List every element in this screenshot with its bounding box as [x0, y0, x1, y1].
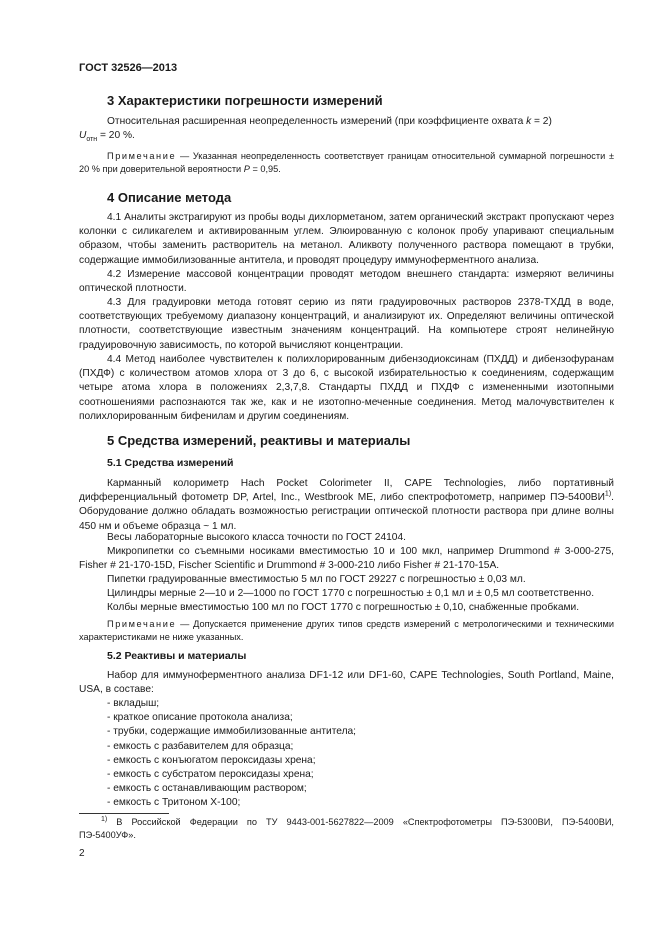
text: Карманный колориметр Hach Pocket Colorimeter II, CAPE Technologies, либо портативный дифференциальный фотометр DP, Artel, Inc., Westbrook ME, либо спектрофотометр, например ПЭ-5400ВИ: [79, 478, 614, 504]
page-number: 2: [79, 848, 85, 859]
note-text-end: = 0,95.: [249, 163, 281, 174]
paragraph-4-4: 4.4 Метод наиболее чувствителен к полихлорированным дибензодиоксинам (ПХДД) и дибензофуранам (ПХДФ) с количеством атомов хлора от 3 до 6, с высокой избирательностью к соединениям, содержащим четыре атома хлора в положениях 2,3,7,8. Стандарты ПХДД и ПХДФ с измененными изотопными соотношениями распознаются так же, как и не изотопно-меченные соединения. Метод малочувствителен к полихлорированным бифенилам и другим соединениям.: [79, 354, 614, 422]
text: . Оборудование должно обладать возможностью регистрации оптической плотности раствора при длине волны 450 нм и объеме образца ~ 1 мл.: [79, 492, 614, 532]
section-4-title: 4 Описание метода: [107, 190, 232, 205]
list-item: - емкость с разбавителем для образца;: [107, 740, 294, 752]
note-label: Примечание: [107, 619, 177, 629]
footnote-ref: 1): [604, 490, 612, 498]
section-3-paragraph: [79, 115, 614, 143]
list-item: - трубки, содержащие иммобилизованные антитела;: [107, 726, 357, 738]
note-text: — Указанная неопределенность соответствует границам относительной суммарной погрешности ± 20 % при доверительной вероятности: [79, 151, 614, 174]
subsection-5-2-title: 5.2 Реактивы и материалы: [107, 650, 247, 662]
footnote-mark: 1): [101, 815, 108, 823]
text: Относительная расширенная неопределенность измерений (при коэффициенте охвата: [107, 116, 527, 127]
paragraph-4-3: 4.3 Для градуировки метода готовят серию из пяти градуировочных растворов 2378-ТХДД в воде, соответствующих требуемому диапазону концентраций, и анализируют их. Определяют величины оптической плотности, соответствующие известным значениям концентраций. На компьютере строят нелинейную градуировочную зависимость, по которой вычисляют концентрации.: [79, 297, 614, 351]
section-3-title: 3 Характеристики погрешности измерений: [107, 93, 383, 108]
paragraph-scales: Весы лабораторные высокого класса точности по ГОСТ 24104.: [107, 532, 406, 543]
subsection-5-1-title: 5.1 Средства измерений: [107, 457, 234, 469]
list-item: - емкость с конъюгатом пероксидазы хрена;: [107, 754, 316, 766]
paragraph-4-1: 4.1 Аналиты экстрагируют из пробы воды дихлорметаном, затем органический экстракт пропускают через колонки с силикагелем и активированным углем. Элюированную с колонок пробу упаривают специальным образом, чтобы заменить растворитель на метанол. Аликвоту полученного раствора помещают в трубки, содержащие иммобилизованные антитела, и проводят процедуру иммуноферментного анализа.: [79, 212, 614, 266]
section-5-note: [79, 618, 614, 644]
list-item: - вкладыш;: [107, 698, 160, 709]
footnote-text: В Российской Федерации по ТУ 9443-001-5627822—2009 «Спектрофотометры ПЭ-5300ВИ, ПЭ-5400ВИ, ПЭ-5400УФ».: [79, 817, 614, 840]
paragraph-micropipettes: Микропипетки со съемными носиками вместимостью 10 и 100 мкл, например Drummond # 3-000-275, Fisher # 21-170-15D, Fischer Scientific и Drummond # 3-000-210 либо Fisher # 21-170-15A.: [79, 546, 614, 572]
list-item: - емкость с субстратом пероксидазы хрена;: [107, 769, 314, 781]
paragraph-kit: Набор для иммуноферментного анализа DF1-12 или DF1-60, CAPE Technologies, South Portland, Maine, USA, в составе:: [79, 670, 614, 696]
paragraph-flasks: Колбы мерные вместимостью 100 мл по ГОСТ 1770 с погрешностью ± 0,10, снабженные пробками.: [107, 602, 580, 613]
text: = 20 %.: [97, 130, 135, 142]
standard-designation: ГОСТ 32526—2013: [79, 62, 178, 74]
symbol-p: P: [243, 163, 250, 174]
note-label: Примечание: [107, 151, 177, 161]
list-item: - емкость с Тритоном Х-100;: [107, 797, 241, 809]
section-3-note: [79, 150, 614, 176]
paragraph-pipettes: Пипетки градуированные вместимостью 5 мл по ГОСТ 29227 с погрешностью ± 0,03 мл.: [107, 574, 526, 585]
section-5-title: 5 Средства измерений, реактивы и материалы: [107, 433, 411, 448]
paragraph-4-2: 4.2 Измерение массовой концентрации проводят методом внешнего стандарта: измеряют величины оптической плотности.: [79, 269, 614, 295]
list-item: - емкость с останавливающим раствором;: [107, 783, 307, 795]
paragraph-5-1-instruments: [79, 477, 614, 534]
note-text: — Допускается применение других типов средств измерений с метрологическими и техническими характеристиками не ниже указанных.: [79, 619, 614, 642]
paragraph-cylinders: Цилиндры мерные 2—10 и 2—1000 по ГОСТ 1770 с погрешностью ± 0,1 мл и ± 0,5 мл соответственно.: [107, 588, 595, 599]
subscript-otn: отн: [86, 136, 98, 144]
symbol-k: k: [526, 116, 532, 127]
symbol-u: U: [79, 130, 87, 142]
footnote-divider: [79, 813, 169, 814]
footnote: [79, 816, 614, 842]
list-item: - краткое описание протокола анализа;: [107, 712, 293, 724]
kit-contents-list: [107, 697, 356, 811]
text: = 2): [531, 116, 552, 127]
